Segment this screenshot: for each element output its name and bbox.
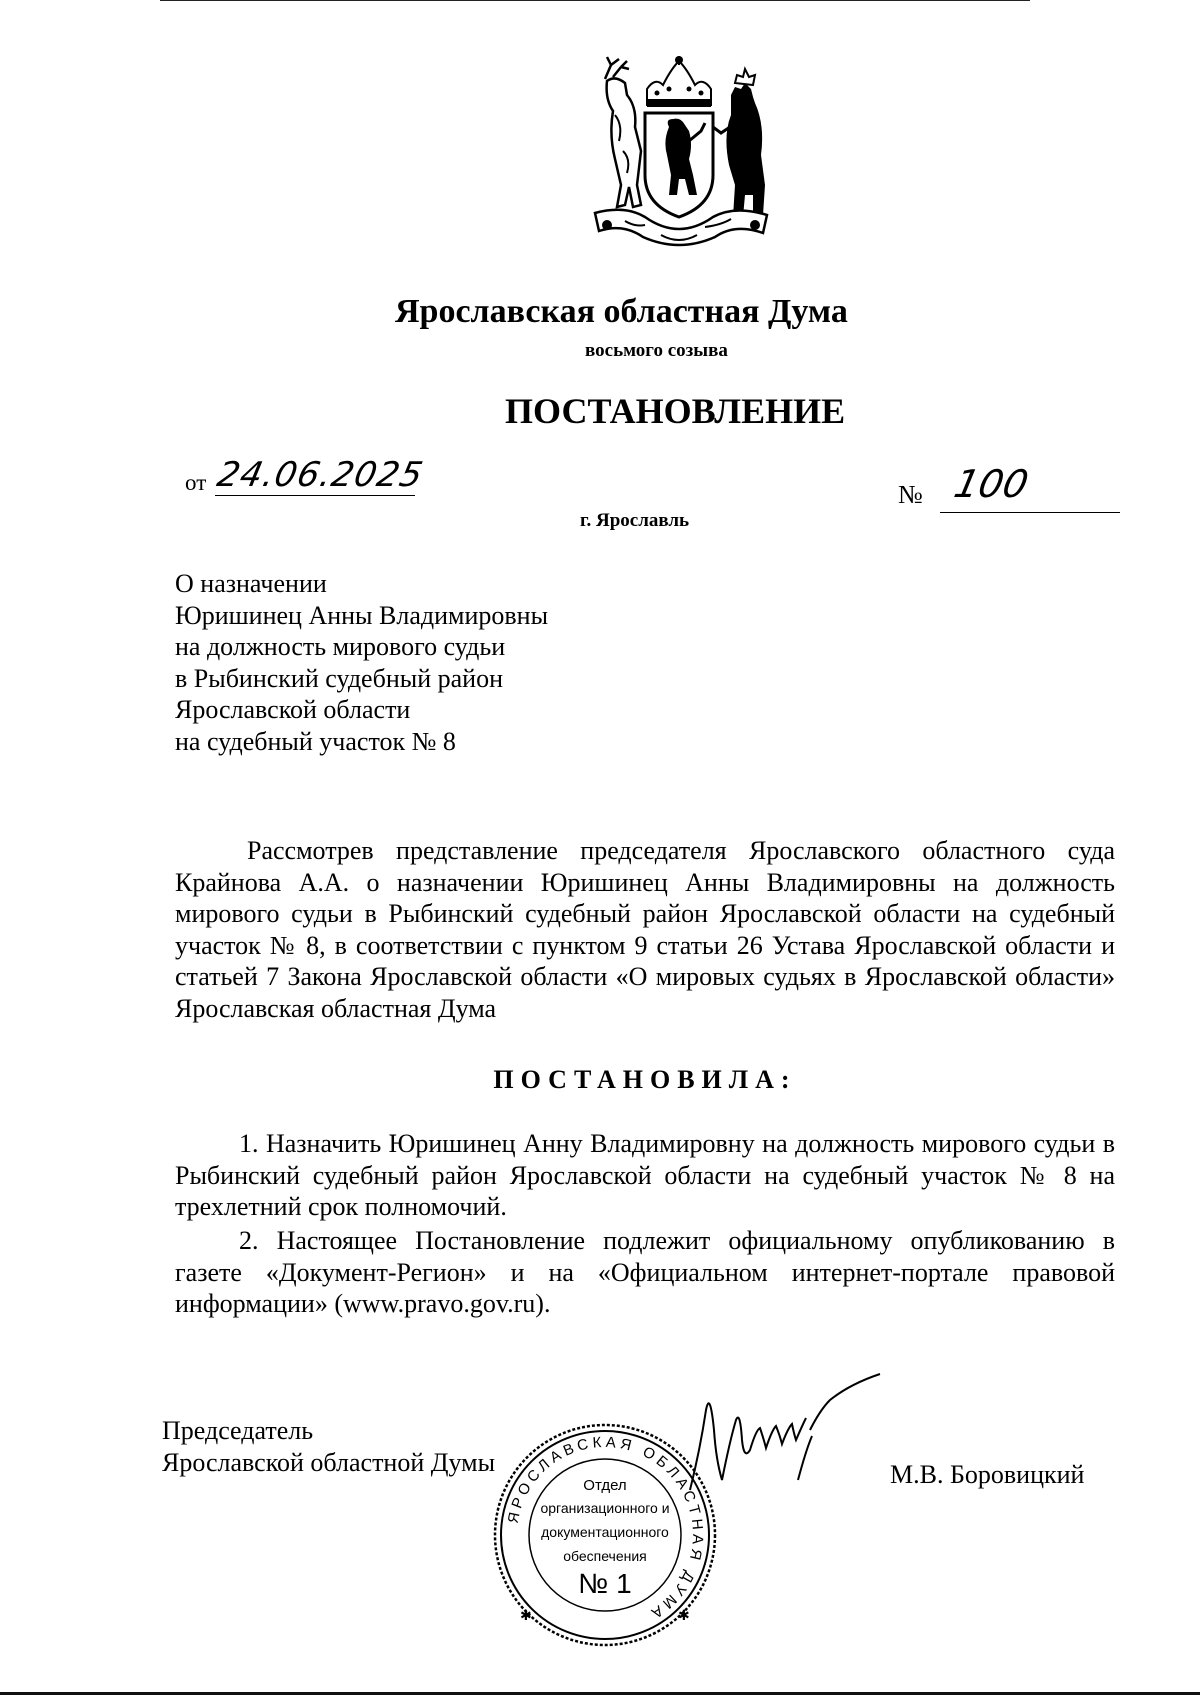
decree-heading: ПОСТАНОВИЛА: (493, 1065, 797, 1094)
date-underline (215, 495, 415, 496)
stamp-star-right: ✱ (678, 1609, 690, 1624)
subject-line: О назначении (175, 569, 327, 598)
stamp-line: организационного и (540, 1500, 670, 1516)
date-prefix: от (185, 470, 207, 495)
stamp-line: Отдел (583, 1477, 627, 1494)
decree-item-1: 1. Назначить Юришинец Анну Владимировну на должность мирового судьи в Рыбинский судебный район Ярославской области на судебный участок № 8 на трехлетний срок полномочий. (175, 1129, 1115, 1221)
scan-edge-top (160, 0, 1030, 1)
subject-line: на судебный участок № 8 (175, 726, 456, 756)
stamp-line: документационного (541, 1524, 669, 1540)
signatory-title-line: Ярославской областной Думы (162, 1448, 496, 1477)
stamp-star-left: ✱ (520, 1609, 532, 1624)
scan-edge-bottom (0, 1692, 1200, 1695)
preamble-paragraph: Рассмотрев представление председателя Ярославского областного суда Крайнова А.А. о назначении Юришинец Анны Владимировны на должность мирового судьи в Рыбинский судебный район Ярославской области на судебный участок № 8, в соответствии с пунктом 9 статьи 26 Устава Ярославской области и статьей 7 Закона Ярославской области «О мировых судьях в Ярославской области» Ярославская областная Дума (175, 836, 1115, 1023)
document-subject (175, 568, 548, 757)
signatory-name: М.В. Боровицкий (890, 1460, 1085, 1489)
subject-line: в Рыбинский судебный район (175, 663, 503, 693)
city-label: г. Ярославль (580, 510, 690, 531)
subject-line: Ярославской области (175, 695, 411, 724)
coat-of-arms-emblem (585, 55, 770, 250)
number-prefix: № (898, 480, 923, 509)
document-number: 100 (950, 462, 1033, 506)
stamp-ring-text: ЯРОСЛАВСКАЯ ОБЛАСТНАЯ ДУМА (504, 1433, 707, 1624)
number-underline (940, 512, 1120, 513)
convocation-label: восьмого созыва (585, 340, 728, 361)
decree-item-2: 2. Настоящее Постановление подлежит официальному опубликованию в газете «Документ-Регион» и на «Официальном интернет-портале правовой информации» (www.pravo.gov.ru). (175, 1226, 1115, 1318)
subject-line: Юришинец Анны Владимировны (175, 600, 549, 630)
stamp-line: обеспечения (563, 1548, 647, 1564)
document-date: 24.06.2025 (213, 455, 427, 495)
signatory-title-line: Председатель (162, 1416, 314, 1445)
subject-line: на должность мирового судьи (175, 632, 506, 661)
document-type-title: ПОСТАНОВЛЕНИЕ (505, 391, 846, 431)
stamp-number: № 1 (578, 1568, 632, 1599)
signatory-title (162, 1415, 495, 1479)
organization-name: Ярославская областная Дума (395, 293, 848, 330)
